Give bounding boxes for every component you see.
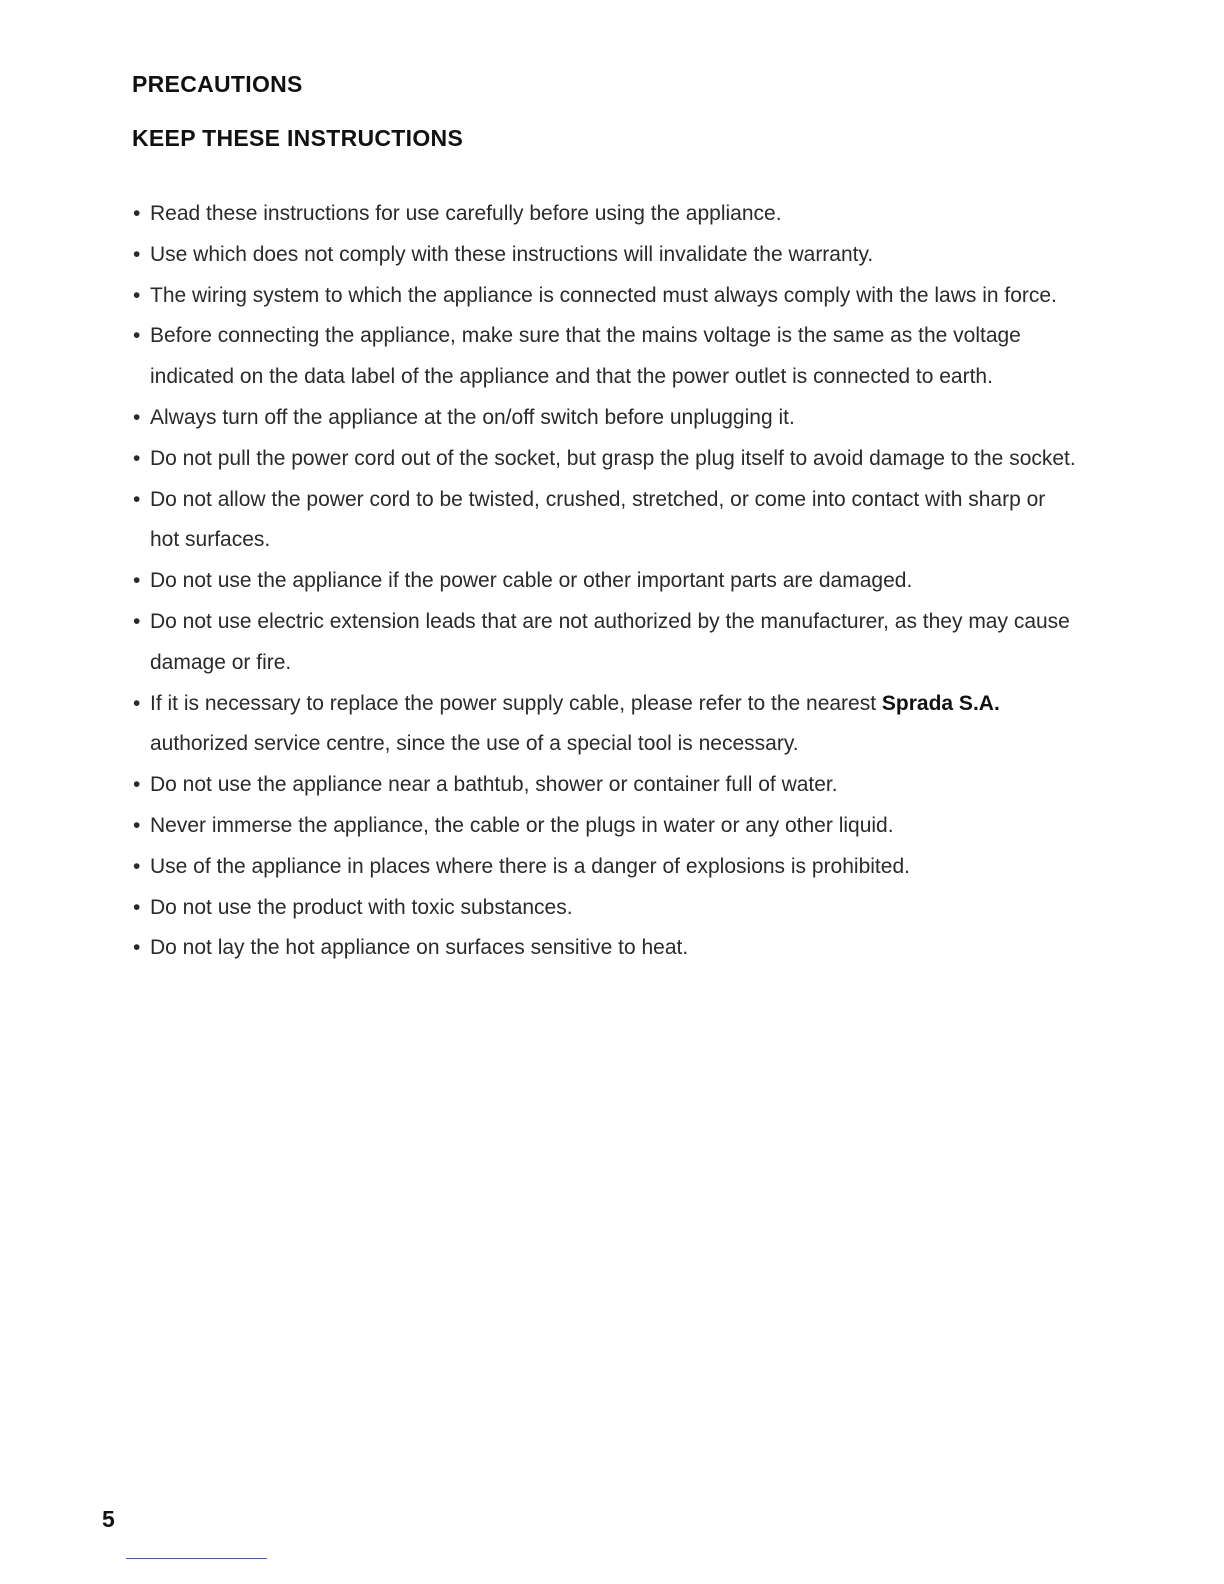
- list-item: [133, 602, 1113, 684]
- bullet-icon: •: [133, 405, 141, 429]
- footer-divider: [126, 1558, 267, 1559]
- list-item-text: Do not allow the power cord to be twisted, crushed, stretched, or come into contact with sharp or hot surfaces.: [150, 487, 1046, 552]
- section-title-precautions: PRECAUTIONS: [132, 71, 303, 97]
- list-item: [133, 888, 1113, 929]
- list-item-text: Always turn off the appliance at the on/off switch before unplugging it.: [150, 405, 795, 429]
- bullet-icon: •: [133, 813, 141, 837]
- list-item: [133, 480, 1113, 562]
- list-item-text-before: If it is necessary to replace the power supply cable, please refer to the nearest: [150, 691, 882, 715]
- list-item-text: The wiring system to which the appliance is connected must always comply with the laws in force.: [150, 283, 1057, 307]
- bullet-icon: •: [133, 773, 141, 797]
- list-item-text: Do not use electric extension leads that are not authorized by the manufacturer, as they may cause damage or fire.: [150, 609, 1070, 674]
- list-item: [133, 235, 1113, 276]
- list-item-text: Read these instructions for use carefully before using the appliance.: [150, 202, 782, 225]
- list-item: [133, 765, 1113, 806]
- list-item: [133, 398, 1113, 439]
- bullet-icon: •: [133, 283, 141, 307]
- bullet-icon: •: [133, 609, 141, 633]
- list-item: [133, 684, 1113, 766]
- bullet-icon: •: [133, 202, 141, 225]
- list-item-text-after: authorized service centre, since the use of a special tool is necessary.: [150, 732, 799, 756]
- bullet-icon: •: [133, 446, 141, 470]
- list-item: [133, 806, 1113, 847]
- list-item: [133, 928, 1113, 969]
- list-item: [133, 276, 1113, 317]
- list-item-text: Never immerse the appliance, the cable or the plugs in water or any other liquid.: [150, 813, 894, 837]
- bullet-icon: •: [133, 854, 141, 878]
- page-number: 5: [102, 1506, 115, 1532]
- list-item-text: Do not use the appliance near a bathtub, shower or container full of water.: [150, 773, 838, 797]
- brand-name: Sprada S.A.: [881, 691, 1000, 715]
- bullet-icon: •: [133, 936, 141, 960]
- section-subtitle-keep-instructions: KEEP THESE INSTRUCTIONS: [132, 125, 464, 151]
- list-item: [133, 561, 1113, 602]
- list-item-text: Use of the appliance in places where there is a danger of explosions is prohibited.: [150, 854, 910, 878]
- list-item-text: Do not use the appliance if the power cable or other important parts are damaged.: [150, 569, 913, 593]
- list-item: [133, 194, 1113, 235]
- precautions-list: [133, 194, 1113, 969]
- list-item-text: Do not pull the power cord out of the socket, but grasp the plug itself to avoid damage to the socket.: [150, 446, 1076, 470]
- bullet-icon: •: [133, 324, 141, 348]
- list-item: [133, 316, 1113, 398]
- bullet-icon: •: [133, 487, 141, 511]
- list-item-text: [150, 684, 1113, 766]
- bullet-icon: •: [133, 895, 141, 919]
- list-item-text: Do not lay the hot appliance on surfaces sensitive to heat.: [150, 936, 689, 960]
- list-item-text: Use which does not comply with these instructions will invalidate the warranty.: [150, 242, 874, 266]
- list-item: [133, 847, 1113, 888]
- bullet-icon: •: [133, 691, 141, 715]
- list-item-text: Do not use the product with toxic substances.: [150, 895, 573, 919]
- list-item: [133, 439, 1113, 480]
- bullet-icon: •: [133, 569, 141, 593]
- bullet-icon: •: [133, 242, 141, 266]
- list-item-text: Before connecting the appliance, make sure that the mains voltage is the same as the voltage indicated on the data label of the appliance and that the power outlet is connected to earth.: [150, 324, 1021, 389]
